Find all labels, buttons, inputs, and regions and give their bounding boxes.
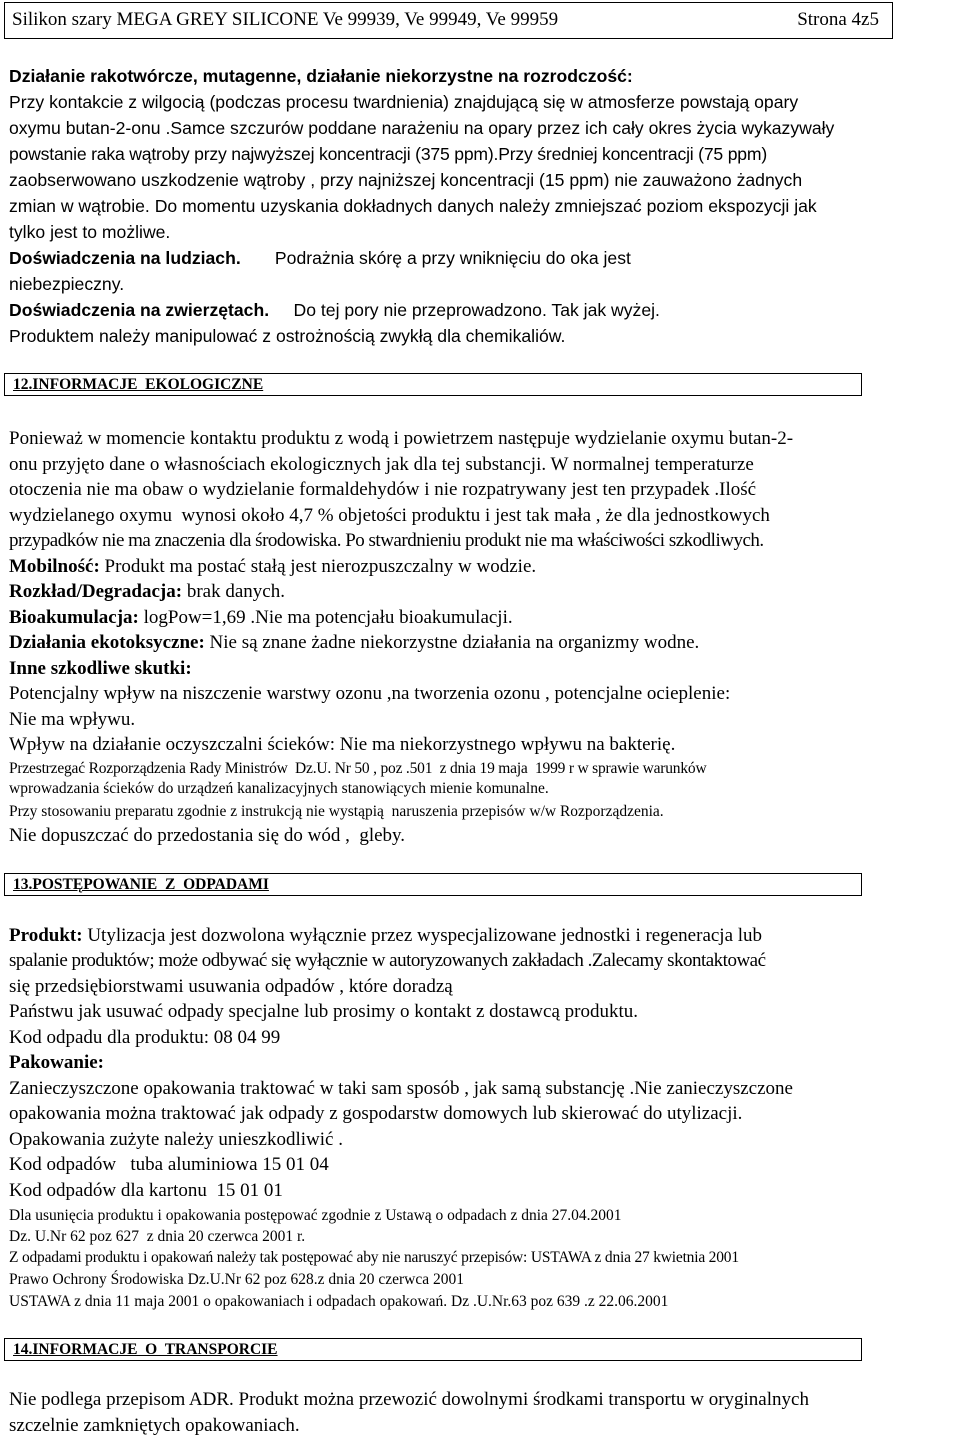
packaging-heading: Pakowanie: — [9, 1052, 104, 1073]
text-line: oxymu butan-2-onu .Samce szczurów poddane narażeniu na opary przez ich cały okres życia wykazywały — [9, 118, 835, 138]
text-line: Nie podlega przepisom ADR. Produkt można przewozić dowolnymi środkami transportu w oryginalnych — [9, 1389, 809, 1410]
text-line: Zanieczyszczone opakowania traktować w taki sam sposób , jak samą substancję .Nie zanieczyszczone — [9, 1078, 793, 1099]
text-line: Ponieważ w momencie kontaktu produktu z wodą i powietrzem następuje wydzielanie oxymu butan-2- — [9, 428, 794, 449]
text-line: wprowadzania ścieków do urządzeń kanalizacyjnych stanowiących mienie komunalne. — [9, 780, 549, 797]
text-line: Przy kontakcie z wilgocią (podczas procesu twardnienia) znajdującą się w atmosferze powstają opary — [9, 92, 799, 112]
section-13-title: 13.POSTĘPOWANIE Z ODPADAMI — [13, 876, 269, 893]
text-line: zmian w wątrobie. Do momentu uzyskania dokładnych danych należy zmniejszać poziom ekspozycji jak — [9, 196, 817, 216]
text-line: Prawo Ochrony Środowiska Dz.U.Nr 62 poz 628.z dnia 20 czerwca 2001 — [9, 1271, 464, 1288]
waste-code-carton: Kod odpadów dla kartonu 15 01 01 — [9, 1180, 283, 1201]
mobility-line: Mobilność: Produkt ma postać stałą jest nierozpuszczalny w wodzie. — [9, 556, 537, 577]
document-title: Silikon szary MEGA GREY SILICONE Ve 99939, Ve 99949, Ve 99959 — [12, 9, 559, 30]
text-line: Nie ma wpływu. — [9, 709, 136, 730]
text-line: niebezpieczny. — [9, 274, 125, 294]
text-line: otoczenia nie ma obaw o wydzielanie formaldehydów i nie rozpatrywany jest ten przypadek .Ilość — [9, 479, 757, 500]
ecotoxicity-line: Działania ekotoksyczne: Nie są znane żadne niekorzystne działania na organizmy wodne. — [9, 632, 700, 653]
text-line: się przedsiębiorstwami usuwania odpadów , które doradzą — [9, 976, 453, 997]
text-line: Opakowania zużyte należy unieszkodliwić . — [9, 1129, 343, 1150]
product-line: Produkt: Utylizacja jest dozwolona wyłącznie przez wyspecjalizowane jednostki i regeneracja lub — [9, 925, 763, 946]
text-line: spalanie produktów; może odbywać się wyłącznie w autoryzowanych zakładach .Zalecamy skontaktować — [9, 950, 766, 971]
text-line: Dz. U.Nr 62 poz 627 z dnia 20 czerwca 2001 r. — [9, 1228, 306, 1245]
text-line: przypadków nie ma znaczenia dla środowiska. Po stwardnieniu produkt nie ma właściwości szkodliwych. — [9, 530, 764, 551]
animal-experience-line: Doświadczenia na zwierzętach. Do tej pory nie przeprowadzono. Tak jak wyżej. — [9, 300, 660, 320]
text-line: Dla usunięcia produktu i opakowania postępować zgodnie z Ustawą o odpadach z dnia 27.04.2001 — [9, 1207, 622, 1224]
text-line: wydzielanego oxymu wynosi około 4,7 % objetości produktu i jest tak mała , że dla jednostkowych — [9, 505, 770, 526]
text-line: USTAWA z dnia 11 maja 2001 o opakowaniach i odpadach opakowań. Dz .U.Nr.63 poz 639 .z 22.06.2001 — [9, 1293, 669, 1310]
section-12-header — [4, 373, 862, 396]
hazard-heading: Działanie rakotwórcze, mutagenne, działanie niekorzystne na rozrodczość: — [9, 66, 633, 86]
waste-code-line: Kod odpadu dla produktu: 08 04 99 — [9, 1027, 281, 1048]
document-header — [4, 2, 893, 39]
degradation-line: Rozkład/Degradacja: brak danych. — [9, 581, 285, 602]
text-line: szczelnie zamkniętych opakowaniach. — [9, 1415, 300, 1436]
text-line: tylko jest to możliwe. — [9, 222, 171, 242]
bioaccumulation-line: Bioakumulacja: logPow=1,69 .Nie ma potencjału bioakumulacji. — [9, 607, 513, 628]
waste-code-tube: Kod odpadów tuba aluminiowa 15 01 04 — [9, 1154, 329, 1175]
text-line: Wpływ na działanie oczyszczalni ścieków: Nie ma niekorzystnego wpływu na bakterię. — [9, 734, 676, 755]
text-line: opakowania można traktować jak odpady z gospodarstw domowych lub skierować do utylizacji. — [9, 1103, 743, 1124]
text-line: Z odpadami produktu i opakowań należy tak postępować aby nie naruszyć przepisów: USTAWA z dnia 27 kwietnia 2001 — [9, 1249, 739, 1266]
other-effects-heading: Inne szkodliwe skutki: — [9, 658, 192, 679]
section-14-title: 14.INFORMACJE O TRANSPORCIE — [13, 1341, 278, 1358]
section-12-title: 12.INFORMACJE EKOLOGICZNE — [13, 376, 264, 393]
text-line: onu przyjęto dane o własnościach ekologicznych jak dla tej substancji. W normalnej temperaturze — [9, 454, 754, 475]
text-line: Potencjalny wpływ na niszczenie warstwy ozonu ,na tworzenia ozonu , potencjalne ocieplenie: — [9, 683, 731, 704]
section-14-header — [4, 1338, 862, 1361]
text-line: Nie dopuszczać do przedostania się do wód , gleby. — [9, 825, 406, 846]
text-line: Państwu jak usuwać odpady specjalne lub prosimy o kontakt z dostawcą produktu. — [9, 1001, 638, 1022]
section-13-header — [4, 873, 862, 896]
text-line: Produktem należy manipulować z ostrożnością zwykłą dla chemikaliów. — [9, 326, 566, 346]
text-line: Przestrzegać Rozporządzenia Rady Ministrów Dz.U. Nr 50 , poz .501 z dnia 19 maja 1999 r w sprawie warunków — [9, 760, 707, 777]
human-experience-line: Doświadczenia na ludziach. Podrażnia skórę a przy wniknięciu do oka jest — [9, 248, 631, 268]
text-line: powstanie raka wątroby przy najwyższej koncentracji (375 ppm).Przy średniej koncentracji (75 ppm) — [9, 144, 767, 164]
text-line: Przy stosowaniu preparatu zgodnie z instrukcją nie wystąpią naruszenia przepisów w/w Rozporządzenia. — [9, 803, 664, 820]
page-number: Strona 4z5 — [797, 9, 879, 30]
text-line: zaobserwowano uszkodzenie wątroby , przy najniższej koncentracji (15 ppm) nie zauważono żadnych — [9, 170, 803, 190]
